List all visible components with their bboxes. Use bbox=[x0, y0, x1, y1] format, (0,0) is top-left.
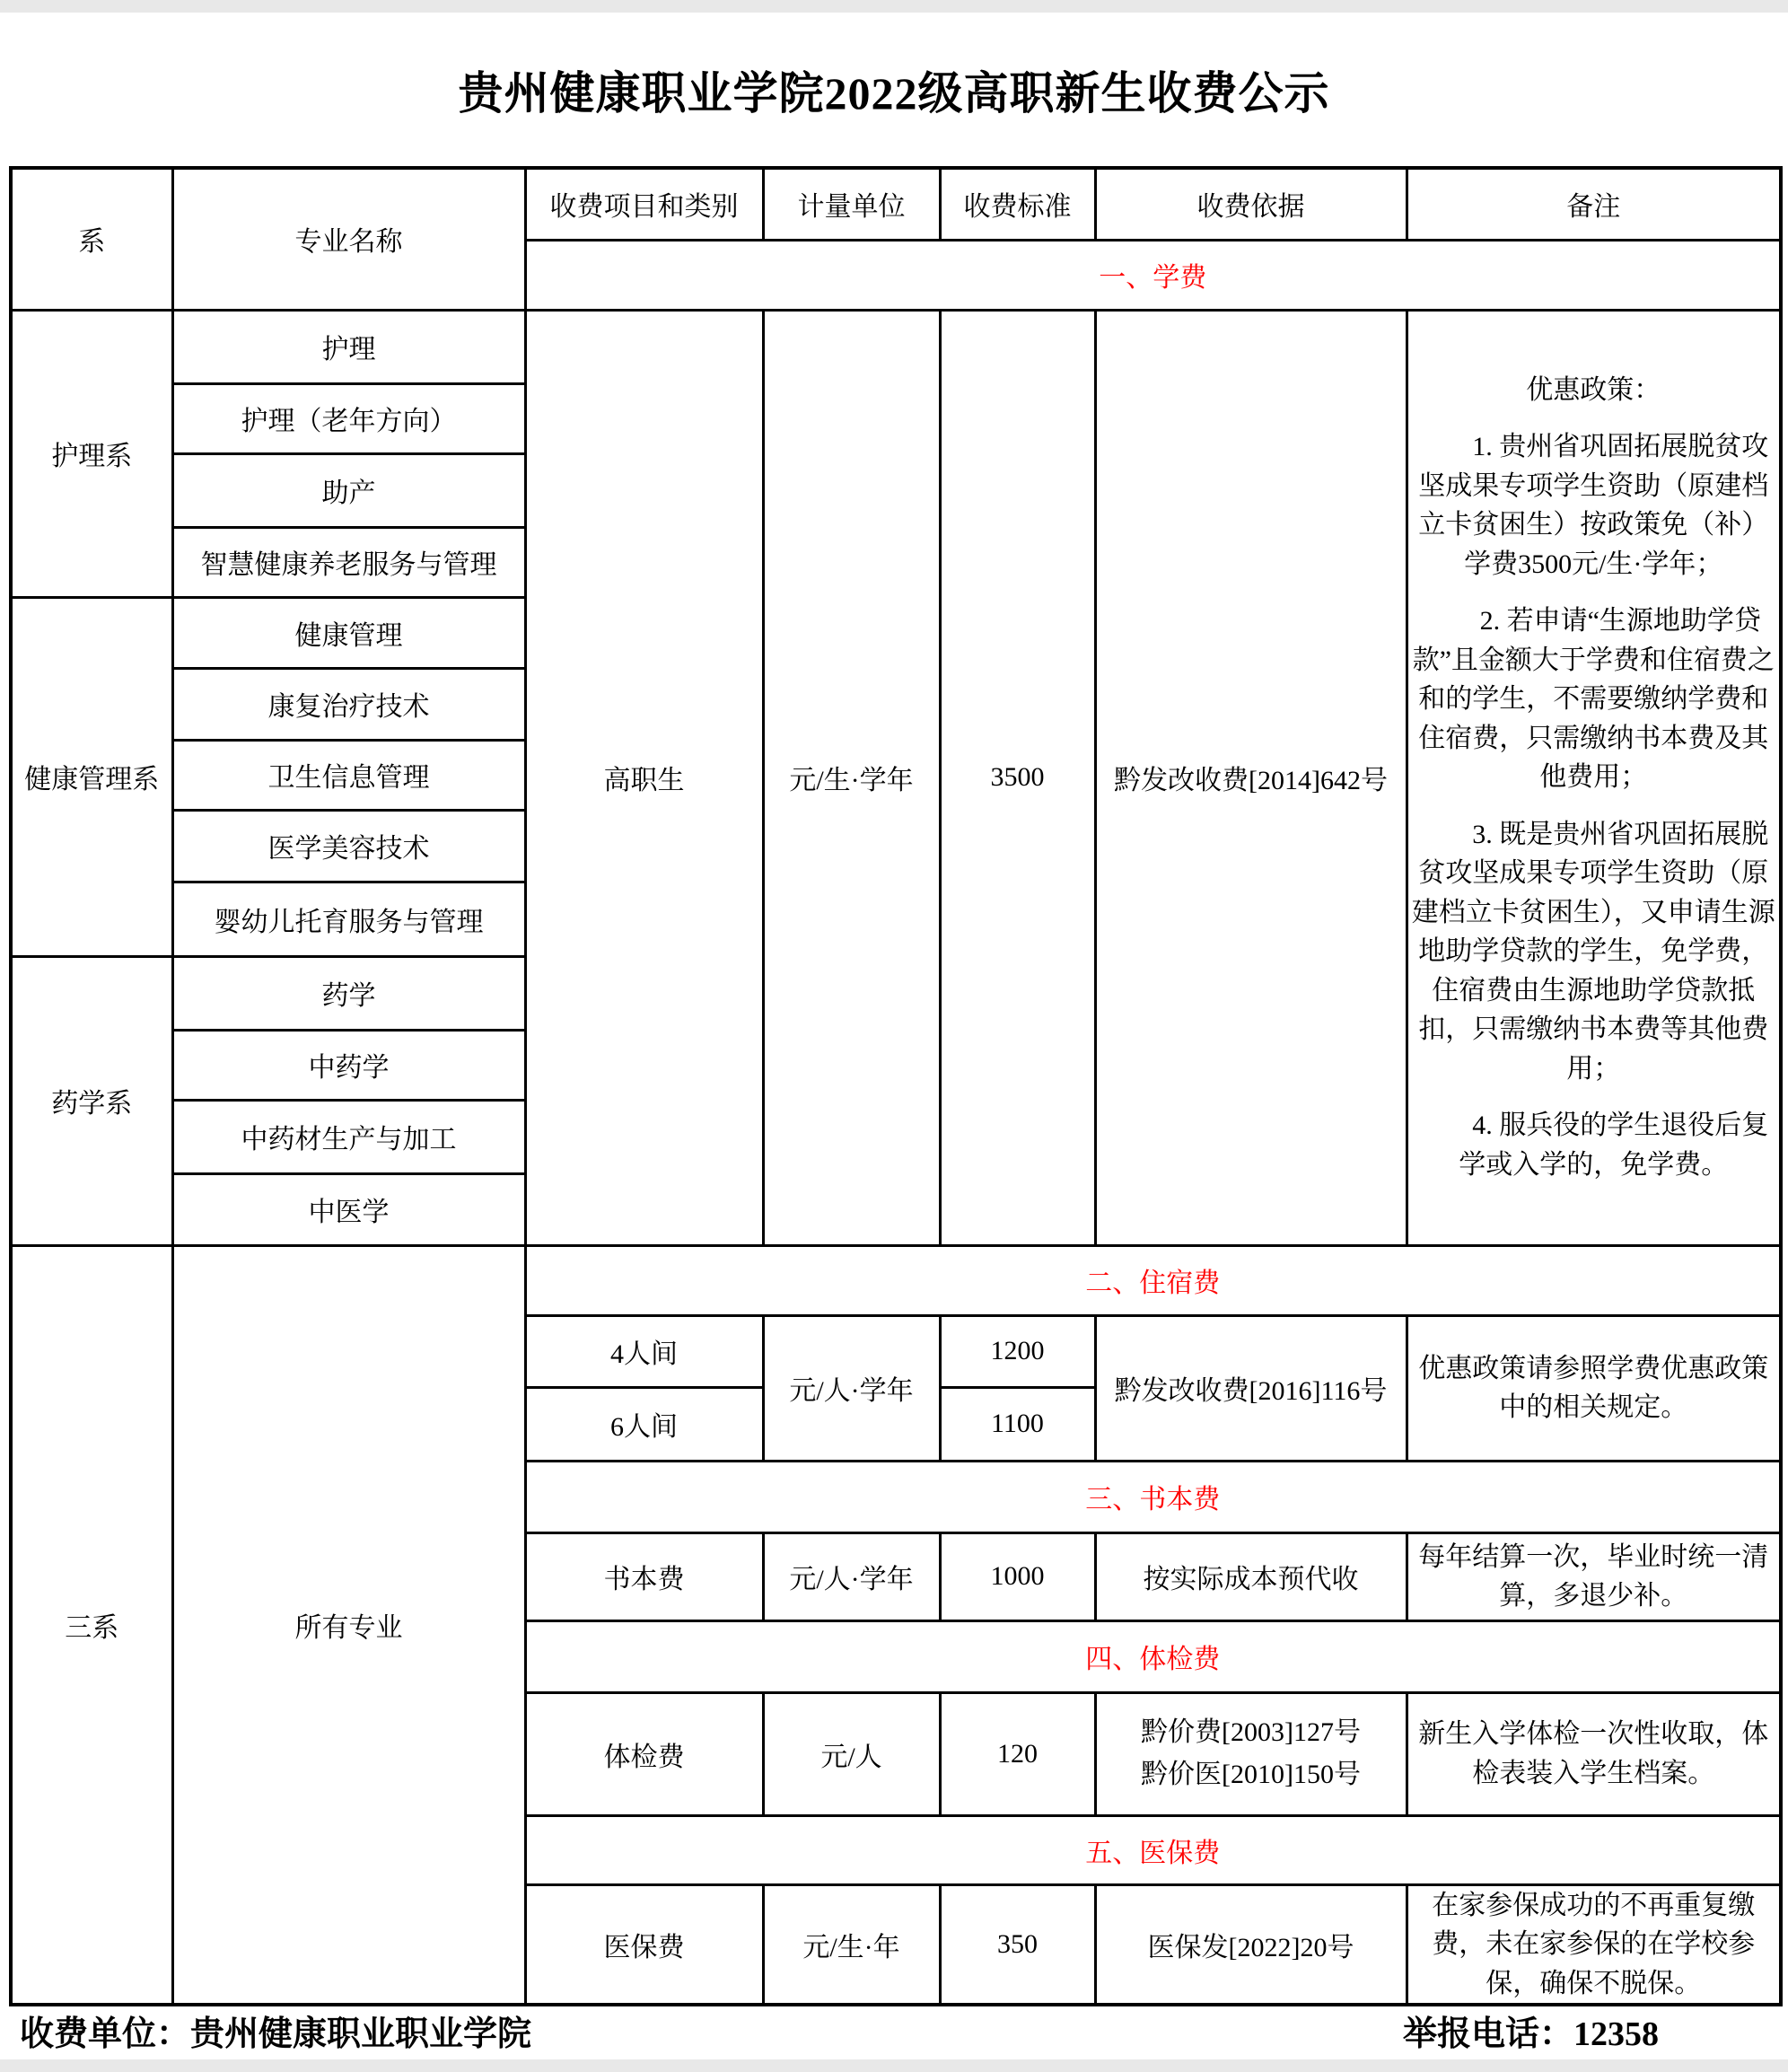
major-cell: 护理（老年方向） bbox=[172, 383, 525, 453]
remark-item: 3. 既是贵州省巩固拓展脱贫攻坚成果专项学生资助（原建档立卡贫困生），又申请生源地助学贷款的学生，免学费，住宿费由生源地助学贷款抵扣，只需缴纳书本费等其他费用； bbox=[1411, 819, 1775, 1084]
major-cell: 智慧健康养老服务与管理 bbox=[172, 527, 525, 597]
fee-item-cell: 6人间 bbox=[525, 1387, 763, 1461]
standard-cell: 3500 bbox=[940, 310, 1095, 1245]
dept-cell-health-mgmt: 健康管理系 bbox=[11, 597, 172, 956]
col-header-dept: 系 bbox=[11, 168, 172, 310]
standard-cell: 350 bbox=[940, 1884, 1095, 2005]
major-cell: 药学 bbox=[172, 956, 525, 1030]
major-cell: 医学美容技术 bbox=[172, 810, 525, 882]
major-cell-all: 所有专业 bbox=[172, 1245, 525, 2005]
standard-cell: 120 bbox=[940, 1692, 1095, 1815]
remark-item: 2. 若申请“生源地助学贷款”且金额大于学费和住宿费之和的学生，不需要缴纳学费和住宿费，只需缴纳书本费及其他费用； bbox=[1412, 606, 1775, 793]
unit-cell: 元/生·年 bbox=[763, 1884, 940, 2005]
fee-table bbox=[9, 166, 1783, 2006]
major-cell: 婴幼儿托育服务与管理 bbox=[172, 882, 525, 956]
basis-cell bbox=[1095, 1692, 1407, 1815]
remark-cell-books: 每年结算一次，毕业时统一清算，多退少补。 bbox=[1407, 1532, 1781, 1620]
footer-report-phone: 举报电话：12358 bbox=[1402, 2015, 1659, 2053]
footer-charging-unit: 收费单位：贵州健康职业职业学院 bbox=[20, 2015, 532, 2053]
major-cell: 中医学 bbox=[172, 1173, 525, 1245]
fee-item-cell: 医保费 bbox=[525, 1884, 763, 2005]
basis-line: 黔价费[2003]127号 bbox=[1141, 1717, 1361, 1747]
dept-cell-nursing: 护理系 bbox=[11, 310, 172, 597]
remark-heading: 优惠政策： bbox=[1526, 374, 1661, 405]
remark-cell-physical: 新生入学体检一次性收取，体检表装入学生档案。 bbox=[1407, 1692, 1781, 1815]
basis-cell: 黔发改收费[2016]116号 bbox=[1095, 1315, 1407, 1461]
col-header-basis: 收费依据 bbox=[1095, 168, 1407, 240]
section3-label: 三、书本费 bbox=[525, 1461, 1781, 1532]
section5-label: 五、医保费 bbox=[525, 1815, 1781, 1884]
fee-item-cell: 高职生 bbox=[525, 310, 763, 1245]
standard-cell: 1200 bbox=[940, 1315, 1095, 1387]
col-header-standard: 收费标准 bbox=[940, 168, 1095, 240]
remark-item: 4. 服兵役的学生退役后复学或入学的，免学费。 bbox=[1459, 1111, 1769, 1180]
page-title: 贵州健康职业学院2022级高职新生收费公示 bbox=[458, 67, 1330, 119]
basis-cell: 黔发改收费[2014]642号 bbox=[1095, 310, 1407, 1245]
page-edge-bottom bbox=[0, 2059, 1788, 2072]
major-cell: 助产 bbox=[172, 453, 525, 527]
major-cell: 健康管理 bbox=[172, 597, 525, 668]
dept-cell-pharmacy: 药学系 bbox=[11, 956, 172, 1245]
standard-cell: 1000 bbox=[940, 1532, 1095, 1620]
unit-cell: 元/生·学年 bbox=[763, 310, 940, 1245]
fee-item-cell: 体检费 bbox=[525, 1692, 763, 1815]
major-cell: 中药学 bbox=[172, 1030, 525, 1100]
table-row bbox=[11, 310, 1781, 383]
standard-cell: 1100 bbox=[940, 1387, 1095, 1461]
header-row bbox=[11, 168, 1781, 240]
section2-label: 二、住宿费 bbox=[525, 1245, 1781, 1315]
major-cell: 护理 bbox=[172, 310, 525, 383]
major-cell: 卫生信息管理 bbox=[172, 740, 525, 810]
remark-item: 1. 贵州省巩固拓展脱贫攻坚成果专项学生资助（原建档立卡贫困生）按政策免（补）学费3500元/生·学年； bbox=[1418, 432, 1769, 579]
fee-item-cell: 书本费 bbox=[525, 1532, 763, 1620]
basis-cell: 医保发[2022]20号 bbox=[1095, 1884, 1407, 2005]
section2-label-row bbox=[11, 1245, 1781, 1315]
unit-cell: 元/人 bbox=[763, 1692, 940, 1815]
page-edge-top bbox=[0, 0, 1788, 13]
col-header-item: 收费项目和类别 bbox=[525, 168, 763, 240]
unit-cell: 元/人·学年 bbox=[763, 1315, 940, 1461]
remark-cell-accommodation: 优惠政策请参照学费优惠政策中的相关规定。 bbox=[1407, 1315, 1781, 1461]
dept-cell-three: 三系 bbox=[11, 1245, 172, 2005]
col-header-remark: 备注 bbox=[1407, 168, 1781, 240]
major-cell: 中药材生产与加工 bbox=[172, 1100, 525, 1173]
document-footer bbox=[9, 2002, 1779, 2058]
section4-label: 四、体检费 bbox=[525, 1620, 1781, 1692]
remark-cell-insurance: 在家参保成功的不再重复缴费，未在家参保的在学校参保，确保不脱保。 bbox=[1407, 1884, 1781, 2005]
section1-label: 一、学费 bbox=[525, 240, 1781, 310]
basis-cell: 按实际成本预代收 bbox=[1095, 1532, 1407, 1620]
major-cell: 康复治疗技术 bbox=[172, 668, 525, 740]
basis-line: 黔价医[2010]150号 bbox=[1141, 1759, 1361, 1789]
fee-item-cell: 4人间 bbox=[525, 1315, 763, 1387]
remark-cell-tuition bbox=[1407, 310, 1781, 1245]
unit-cell: 元/人·学年 bbox=[763, 1532, 940, 1620]
col-header-major: 专业名称 bbox=[172, 168, 525, 310]
col-header-unit: 计量单位 bbox=[763, 168, 940, 240]
